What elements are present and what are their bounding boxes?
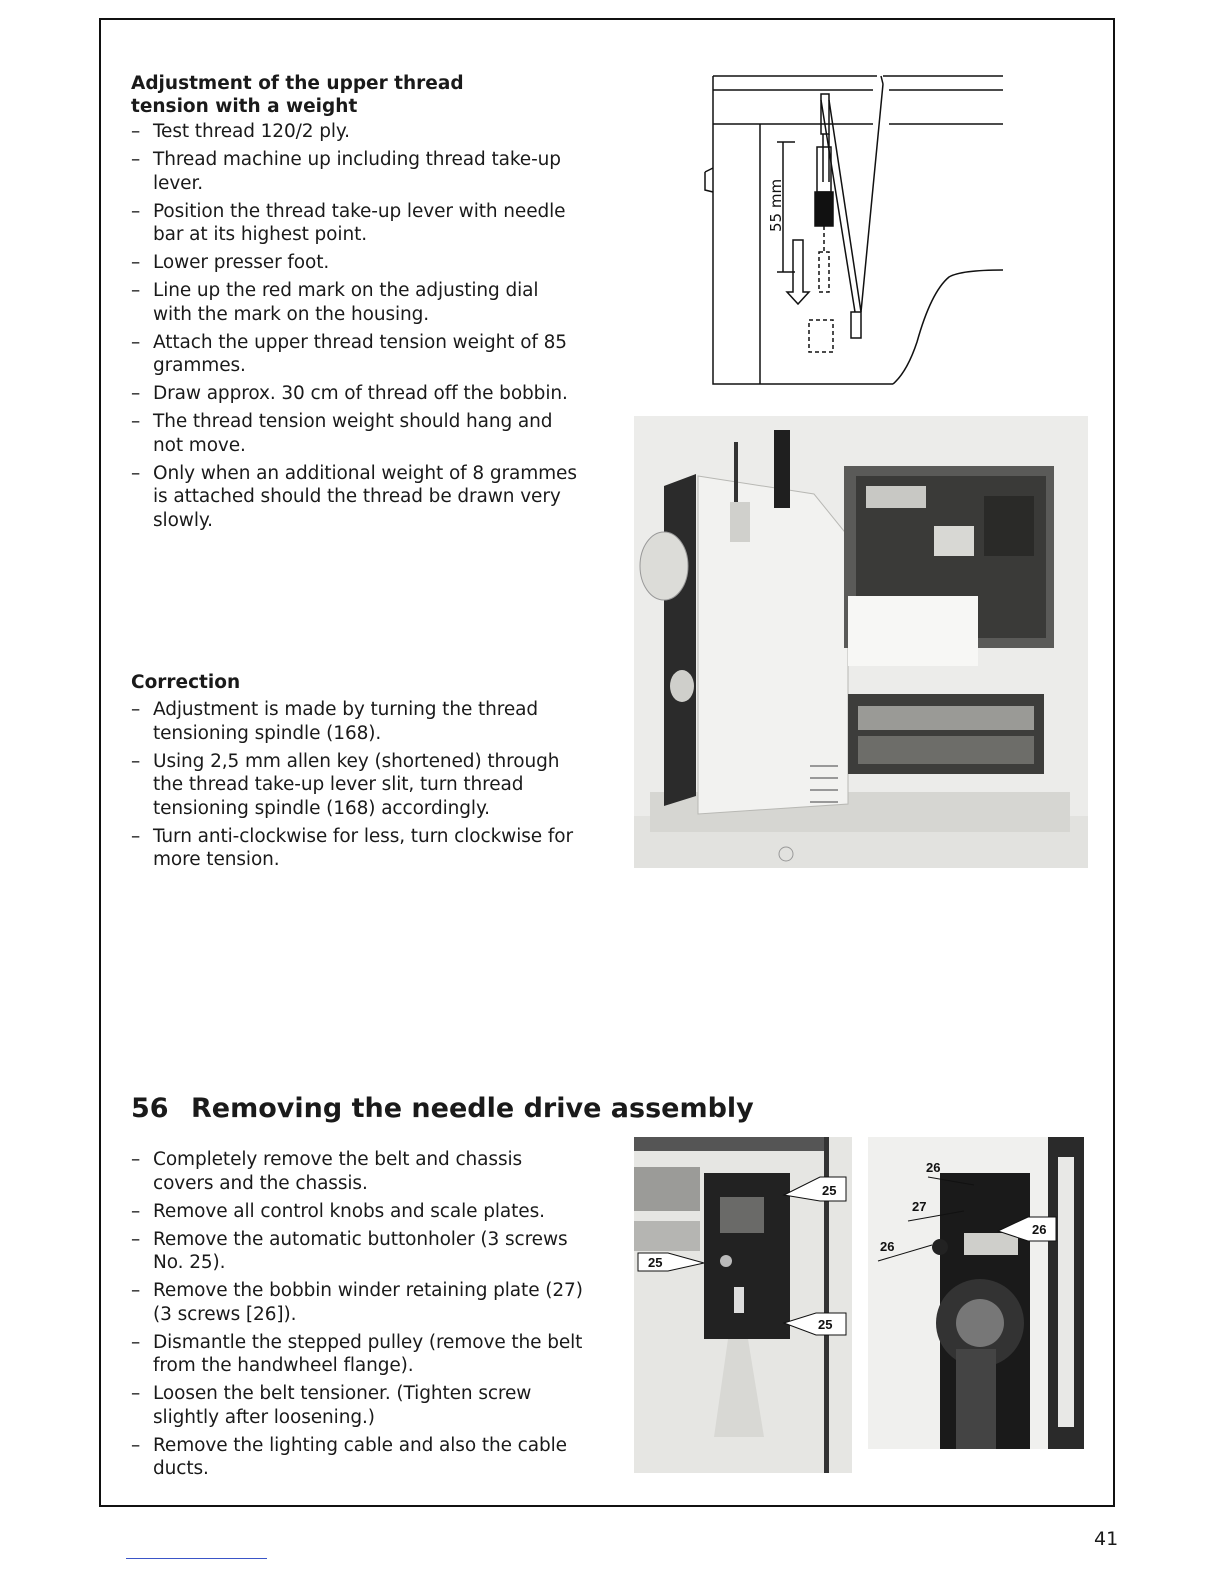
section-number: 56 bbox=[131, 1093, 169, 1124]
list-item: – Thread machine up including thread take-up lever. bbox=[131, 148, 583, 195]
callout-label: 25 bbox=[822, 1183, 837, 1198]
list-item: – Loosen the belt tensioner. (Tighten screw slightly after loosening.) bbox=[131, 1382, 583, 1429]
section-title-text: Removing the needle drive assembly bbox=[191, 1093, 754, 1124]
machine-side-photo bbox=[634, 416, 1088, 868]
list-item: – Adjustment is made by turning the thread tensioning spindle (168). bbox=[131, 698, 583, 745]
dimension-label: 55 mm bbox=[767, 178, 785, 232]
list-item: – Using 2,5 mm allen key (shortened) through the thread take-up lever slit, turn thread tensioning spindle (168) accordingly. bbox=[131, 750, 583, 821]
list-item: – Remove the bobbin winder retaining plate (27) (3 screws [26]). bbox=[131, 1279, 583, 1326]
callout-label: 26 bbox=[1032, 1222, 1047, 1237]
page-number: 41 bbox=[1094, 1528, 1119, 1550]
buttonholer-photo bbox=[634, 1137, 852, 1473]
callout-label: 26 bbox=[880, 1239, 895, 1254]
list-item: – Line up the red mark on the adjusting dial with the mark on the housing. bbox=[131, 279, 583, 326]
thread-weight-diagram bbox=[703, 72, 1007, 392]
list-item: – Remove the lighting cable and also the cable ducts. bbox=[131, 1434, 583, 1481]
list-item: – Dismantle the stepped pulley (remove the belt from the handwheel flange). bbox=[131, 1331, 583, 1378]
list-item: – Only when an additional weight of 8 grammes is attached should the thread be drawn very slowly. bbox=[131, 462, 583, 533]
callout-label: 27 bbox=[912, 1199, 927, 1214]
list-item: – The thread tension weight should hang and not move. bbox=[131, 410, 583, 457]
section-title bbox=[131, 1091, 754, 1127]
correction-block bbox=[131, 671, 583, 876]
callout-label: 25 bbox=[818, 1317, 833, 1332]
section-steps-block bbox=[131, 1148, 583, 1485]
section-steps bbox=[131, 1148, 583, 1481]
weight-adjustment-steps bbox=[131, 120, 583, 532]
list-item: – Completely remove the belt and chassis covers and the chassis. bbox=[131, 1148, 583, 1195]
list-item: – Attach the upper thread tension weight of 85 grammes. bbox=[131, 331, 583, 378]
list-item: – Remove all control knobs and scale plates. bbox=[131, 1200, 583, 1224]
callout-label: 25 bbox=[648, 1255, 663, 1270]
weight-adjustment-heading: Adjustment of the upper thread tension with a weight bbox=[131, 73, 464, 117]
correction-steps bbox=[131, 698, 583, 872]
list-item: – Remove the automatic buttonholer (3 screws No. 25). bbox=[131, 1228, 583, 1275]
footer-rule bbox=[126, 1558, 267, 1559]
bobbin-winder-photo bbox=[868, 1137, 1084, 1449]
correction-heading: Correction bbox=[131, 672, 241, 693]
list-item: – Draw approx. 30 cm of thread off the bobbin. bbox=[131, 382, 583, 406]
callout-label: 26 bbox=[926, 1160, 941, 1175]
list-item: – Lower presser foot. bbox=[131, 251, 583, 275]
weight-adjustment-block bbox=[131, 72, 583, 537]
list-item: – Turn anti-clockwise for less, turn clockwise for more tension. bbox=[131, 825, 583, 872]
list-item: – Test thread 120/2 ply. bbox=[131, 120, 583, 144]
list-item: – Position the thread take-up lever with needle bar at its highest point. bbox=[131, 200, 583, 247]
